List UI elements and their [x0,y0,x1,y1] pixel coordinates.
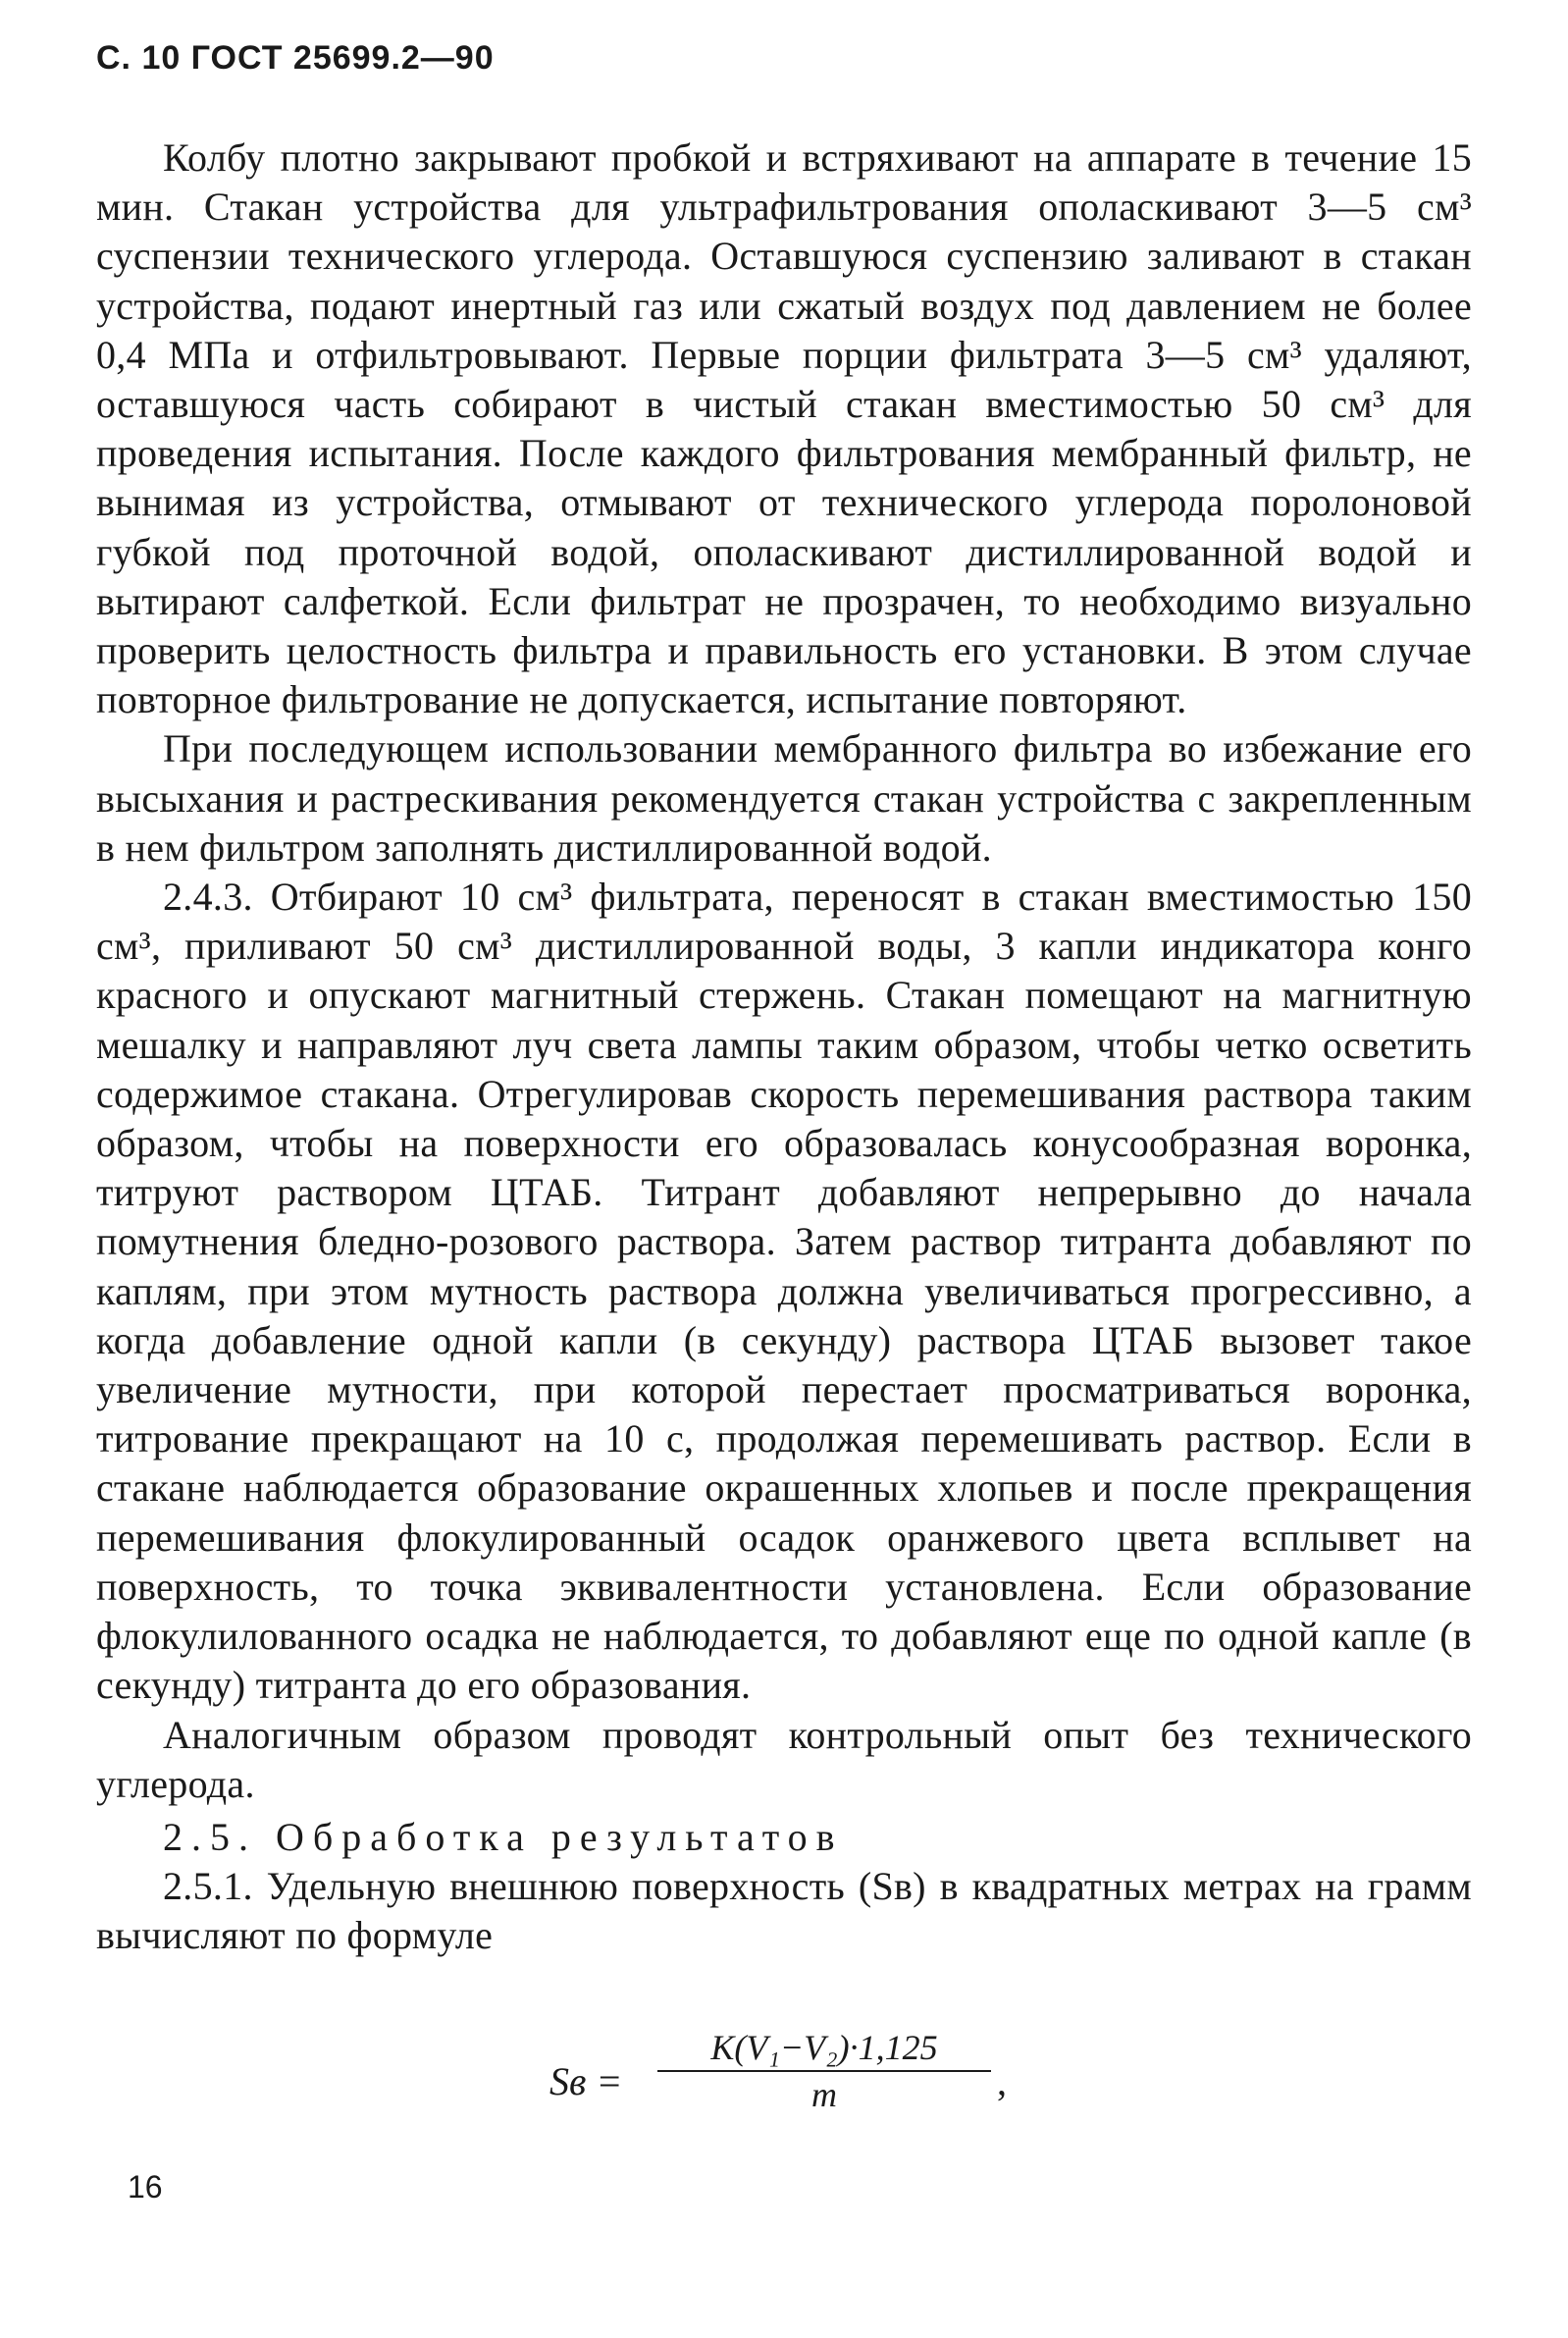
formula-trailing: , [997,2059,1007,2103]
page-header: С. 10 ГОСТ 25699.2—90 [96,39,495,77]
page-number: 16 [128,2169,163,2205]
formula-lhs: Sв = [549,2059,623,2103]
paragraph: Колбу плотно закрывают пробкой и встряхивают на аппарате в течение 15 мин. Стакан устройства для ультрафильтрования ополаскивают 3—5 см³ суспензии технического углерода. Оставшуюся суспензию заливают в стакан устройства, подают инертный газ или сжатый воздух под давлением не более 0,4 МПа и отфильтровывают. Первые порции фильтрата 3—5 см³ удаляют, оставшуюся часть собирают в чистый стакан вместимостью 50 см³ для проведения испытания. После каждого фильтрования мембранный фильтр, не вынимая из устройства, отмывают от технического углерода поролоновой губкой под проточной водой, ополаскивают дистиллированной водой и вытирают салфеткой. Если фильтрат не прозрачен, то необходимо визуально проверить целостность фильтра и правильность его установки. В этом случае повторное фильтрование не допускается, испытание повторяют. [96,135,1472,722]
section-title: 2.5. Обработка результатов [163,1814,844,1859]
formula-denominator: m [811,2075,837,2114]
paragraph: 2.4.3. Отбирают 10 см³ фильтрата, переносят в стакан вместимостью 150 см³, приливают 50 см³ дистиллированной воды, 3 капли индикатора конго красного и опускают магнитный стержень. Стакан помещают на магнитную мешалку и направляют луч света лампы таким образом, чтобы четко осветить содержимое стакана. Отрегулировав скорость перемешивания раствора таким образом, чтобы на поверхности его образовалась конусообразная воронка, титруют раствором ЦТАБ. Титрант добавляют непрерывно до начала помутнения бледно-розового раствора. Затем раствор титранта добавляют по каплям, при этом мутность раствора должна увеличиваться прогрессивно, а когда добавление одной капли (в секунду) раствора ЦТАБ вызовет такое увеличение мутности, при которой перестает просматриваться воронка, титрование прекращают на 10 с, продолжая перемешивать раствор. Если в стакане наблюдается образование окрашенных хлопьев и после прекращения перемешивания флокулированный осадок оранжевого цвета всплывет на поверхность, то точка эквивалентности установлена. Если образование флокулилованного осадка не наблюдается, то добавляют еще по одной капле (в секунду) титранта до его образования. [96,875,1472,1708]
document-body [96,133,1472,1961]
paragraph: При последующем использовании мембранного фильтра во избежание его высыхания и растрескивания рекомендуется стакан устройства с закрепленным в нем фильтром заполнять дистиллированной водой. [96,726,1472,870]
formula-numerator: K(V₁−V₂)·1,125 [657,2027,991,2072]
formula-fraction [657,2027,991,2115]
clause-text: 2.5.1. Удельную внешнюю поверхность (Sв) в квадратных метрах на грамм вычисляют по формуле [96,1864,1472,1958]
paragraph: Аналогичным образом проводят контрольный опыт без технического углерода. [96,1712,1472,1806]
